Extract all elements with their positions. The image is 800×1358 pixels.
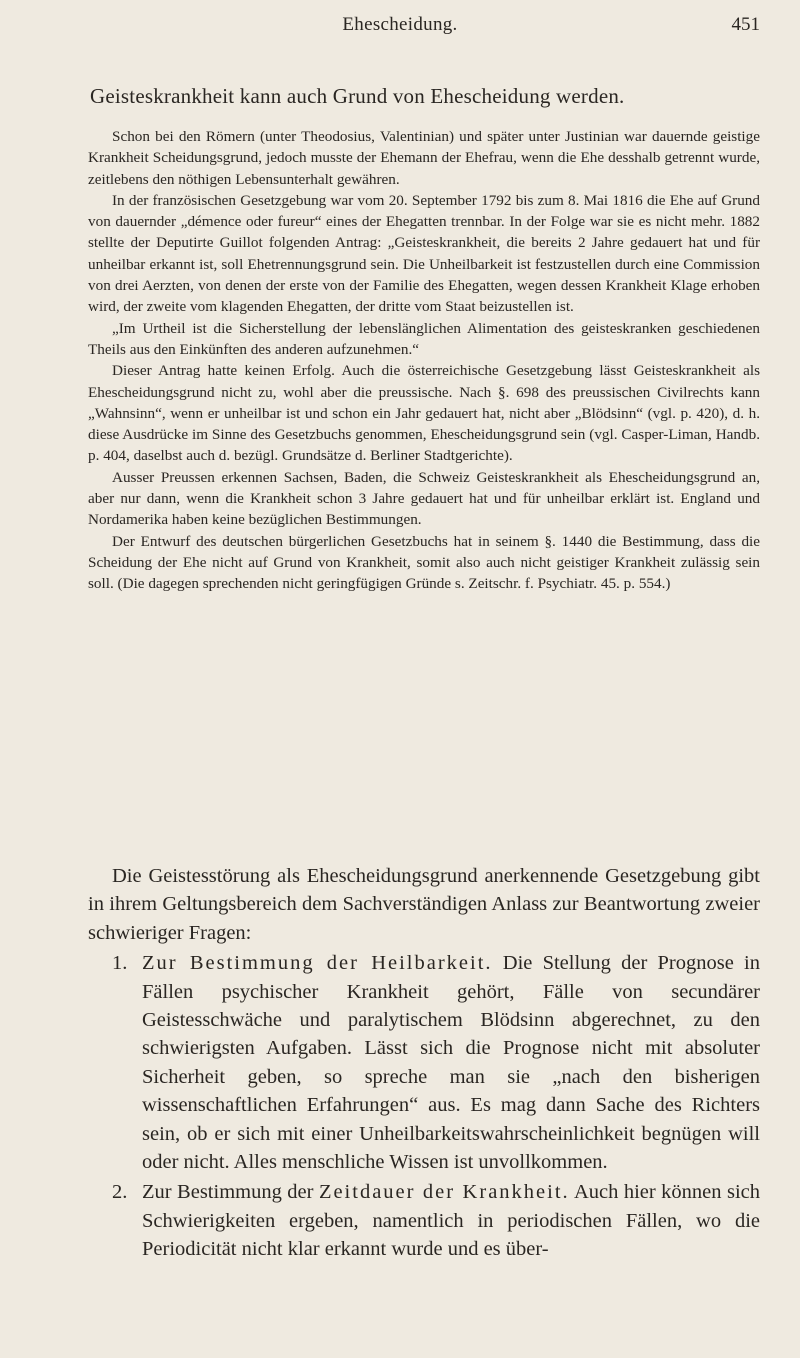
item-lead: Zeitdauer der Krankheit.: [318, 1181, 570, 1204]
item-text: Auch hier können sich Schwierigkeiten ergeben, namentlich in periodischen Fällen, wo die Periodicität nicht klar erkannt wurde und es über-: [142, 1181, 760, 1261]
item-body: [142, 949, 760, 1176]
paragraph-roman-law: Schon bei den Römern (unter Theodosius, Valentinian) und später unter Justinian war dauernde geistige Krankheit Scheidungsgrund, jedoch musste der Ehemann der Ehefrau, wenn die Ehe desshalb getrennt wurde, zeitlebens den nöthigen Lebensunterhalt gewähren.: [88, 128, 760, 188]
running-title: Ehescheidung.: [342, 14, 458, 35]
item-lead: Zur Bestimmung der Heilbarkeit.: [142, 952, 493, 975]
paragraph-other-countries: Ausser Preussen erkennen Sachsen, Baden, die Schweiz Geisteskrankheit als Ehescheidungsgrund an, aber nur dann, wenn die Krankheit schon 3 Jahre gedauert hat und für unheilbar erklärt ist. England und Nordamerika haben keine bezüglichen Bestimmungen.: [88, 468, 760, 529]
small-print-section: [88, 126, 760, 595]
paragraph-german-draft: Der Entwurf des deutschen bürgerlichen Gesetzbuchs hat in seinem §. 1440 die Bestimmung, dass die Scheidung der Ehe nicht auf Grund von Krankheit, somit also auch nicht geistiger Krankheit zulässig sein soll. (Die dagegen sprechenden nicht geringfügigen Gründe s. Zeitschr. f. Psychiatr. 45. p. 554.): [88, 532, 760, 593]
running-head: [0, 14, 800, 44]
item-number: 1.: [112, 952, 128, 975]
section-heading: Geisteskrankheit kann auch Grund von Ehescheidung werden.: [90, 84, 625, 108]
large-print-section: [88, 862, 760, 1264]
item-number: 2.: [112, 1181, 128, 1204]
paragraph-austrian-prussian-law: Dieser Antrag hatte keinen Erfolg. Auch die österreichische Gesetzgebung lässt Geisteskrankheit als Ehescheidungsgrund nicht zu, wohl aber die preussische. Nach §. 698 des preussischen Civilrechts kann „Wahnsinn“, wenn er unheilbar ist und schon ein Jahr gedauert hat, nicht aber „Blödsinn“ (vgl. p. 420), d. h. diese Ausdrücke im Sinne des Gesetzbuchs genommen, Ehescheidungsgrund sein (vgl. Casper-Liman, Handb. p. 404, daselbst auch d. bezügl. Grundsätze d. Berliner Stadtgerichte).: [88, 362, 760, 465]
item-body: [142, 1178, 760, 1263]
intro-paragraph: Die Geistesstörung als Ehescheidungsgrund anerkennende Gesetzgebung gibt in ihrem Geltungsbereich dem Sachverständigen Anlass zur Beantwortung zweier schwieriger Fragen:: [88, 865, 760, 944]
list-item: [88, 1178, 760, 1263]
item-text: Die Stellung der Prognose in Fällen psychischer Krankheit gehört, Fälle von secundärer Geistesschwäche und paralytischem Blödsinn abgerechnet, zu den schwierigsten Aufgaben. Lässt sich die Prognose nicht mit absoluter Sicherheit geben, so spreche man sie „nach den bisherigen wissenschaftlichen Erfahrungen“ aus. Es mag dann Sache des Richters sein, ob er sich mit einer Unheilbarkeitswahrscheinlichkeit begnügen will oder nicht. Alles menschliche Wissen ist unvollkommen.: [142, 952, 760, 1174]
item-lead-prefix: Zur Bestimmung der: [142, 1181, 314, 1204]
list-item: [88, 949, 760, 1176]
paragraph-french-law: In der französischen Gesetzgebung war vom 20. September 1792 bis zum 8. Mai 1816 die Ehe auf Grund von dauernder „démence oder fureur“ eines der Ehegatten trennbar. In der Folge war sie es nicht mehr. 1882 stellte der Deputirte Guillot folgenden Antrag: „Geisteskrankheit, die bereits 2 Jahre gedauert hat und für unheilbar erkannt ist, soll Ehetrennungsgrund sein. Die Unheilbarkeit ist festzustellen durch eine Commission von drei Aerzten, von denen der erste von der Familie des Ehegatten, wegen dessen Krankheit Klage erhoben wird, der zweite vom klagenden Ehegatten, der dritte vom Staat beizustellen ist.: [88, 191, 760, 316]
page-number: 451: [731, 14, 760, 35]
paragraph-quoted-proposal: „Im Urtheil ist die Sicherstellung der lebenslänglichen Alimentation des geisteskranken geschiedenen Theils aus den Einkünften des anderen aufzunehmen.“: [88, 319, 760, 358]
